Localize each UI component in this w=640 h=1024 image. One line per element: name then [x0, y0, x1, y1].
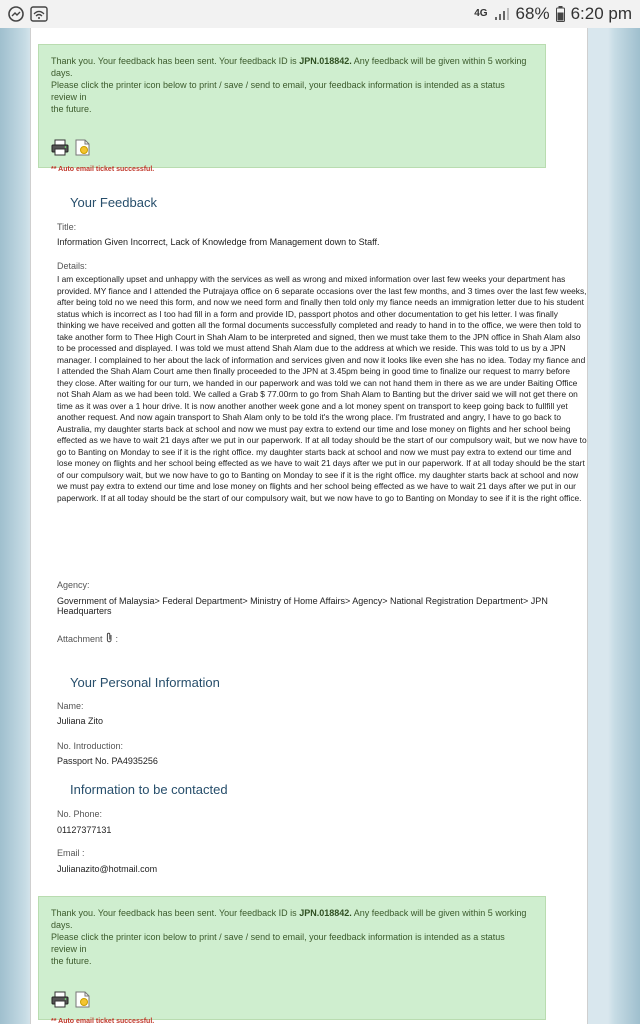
notice-line-2: Please click the printer icon below to print / save / send to email, your feedback information is intended as a status review in	[51, 932, 505, 954]
personal-info-heading: Your Personal Information	[70, 675, 220, 690]
attachment-value: :	[115, 633, 119, 644]
printer-icon[interactable]	[51, 139, 69, 156]
notice-line-2: Please click the printer icon below to print / save / send to email, your feedback information is intended as a status review in	[51, 80, 505, 102]
notice-line-3: the future.	[51, 104, 92, 114]
name-value: Juliana Zito	[57, 716, 104, 726]
email-value: Julianazito@hotmail.com	[57, 864, 158, 874]
network-type-label: 4G	[474, 8, 488, 19]
feedback-sent-notice-bottom	[38, 896, 546, 1024]
feedback-id: JPN.018842.	[299, 908, 352, 918]
name-label: Name:	[57, 701, 84, 711]
id-label: No. Introduction:	[57, 741, 124, 751]
save-document-icon[interactable]	[75, 991, 90, 1008]
notice-line-3: the future.	[51, 956, 92, 966]
email-status-message: ** Auto email ticket successful.	[51, 166, 155, 173]
messenger-icon	[8, 6, 24, 22]
notice-line-1: Thank you. Your feedback has been sent. Your feedback ID is JPN.018842. Any feedback will be given within 5 working days.	[51, 56, 527, 78]
id-value: Passport No. PA4935256	[57, 756, 158, 766]
agency-label: Agency:	[57, 580, 90, 590]
status-bar	[0, 0, 640, 28]
email-status-message: ** Auto email ticket successful.	[51, 1018, 155, 1024]
wifi-icon	[30, 6, 48, 22]
phone-label: No. Phone:	[57, 809, 103, 819]
title-value: Information Given Incorrect, Lack of Knowledge from Management down to Staff.	[57, 237, 380, 247]
battery-percent: 68%	[515, 4, 550, 23]
paperclip-icon[interactable]	[106, 632, 113, 645]
your-feedback-heading: Your Feedback	[70, 195, 157, 210]
save-document-icon[interactable]	[75, 139, 90, 156]
agency-value: Government of Malaysia> Federal Department> Ministry of Home Affairs> Agency> National Registration Department> JPN Headquarters	[57, 596, 548, 616]
phone-value: 01127377131	[57, 825, 112, 835]
battery-icon	[556, 6, 565, 22]
email-label: Email :	[57, 848, 85, 858]
attachment-label: Attachment	[57, 633, 103, 644]
page-container	[30, 28, 588, 1024]
attachment-row	[57, 632, 118, 645]
details-label: Details:	[57, 261, 88, 271]
contact-info-heading: Information to be contacted	[70, 782, 228, 797]
clock: 6:20 pm	[570, 4, 632, 23]
details-value: I am exceptionally upset and unhappy with the services as well as wrong and mixed information over last few weeks your department has provided. MY fiance and I attended the Putrajaya office on 6 separate occasions over the last few months, and 3 times over the last few weeks, after being told no we need this form, and now we need form and finally then told only my fiance needs an immigration letter due to his student status which is incorrect as I too had fill in a form and provide ID, passport photos and other documentation to get his letter. I was finally thinking we have received and gotten all the formal documents successfully completed and ready to hand in to the office, we were then told to take another form to Thee High Court in Shah Alam to be interpreted and signed, then we must take them to the JPN office in Shah Alam also to be processed and displayed. I was told we must attend Shah Alam due to the address at which we reside. This was told to us by a JPN manager. I complained to her about the lack of information and services given and now it looks like even she has no idea. Today my fiance and I attended the Shah Alam Court ame then finally proceeded to the JPN at 3.45pm being in good time to finalize our request to marry before they close. After waiting for our turn, we handed in our paperwork and was told we can not hand them in there as we are under Baiting Office not Shah Alam as we had been told. We called a Grab $ 77.00rm to go from Shah Alam to Banting but the driver said we will not get there on time as it was over a 1 hour drive. It is now another another week gone and a lot money spent on transport to keep going back to fullfill yet another request. And now again transport to Shah Alam only to be told it's the wrong place. I'm frustrated and angry, I have to go back to Australia, my daughter starts back at school and now we must pay extra to extend our time and lose money on flights and her school being effected as we have to wait 21 days after we put in our paperwork. If at all today should be the start of our compulsory wait, but we now have to go to Banting on Monday to see if it is the right office. my daughter starts back at school and now we must pay extra to extend our time and lose money on flights and her school being effected as we have to wait 21 days after we put in our paperwork. If at all today should be the start of our compulsory wait, but we now have to go to Banting on Monday to see if it is the right office. my daughter starts back at school and now we must pay extra to extend our time and lose money on flights and her school being effected as we have to wait 21 days after we put in our paperwork. If at all today should be the start of our compulsory wait, but we now have to go to Banting on Monday to see if it is the right office.	[57, 274, 587, 503]
feedback-id: JPN.018842.	[299, 56, 352, 66]
feedback-sent-notice-top	[38, 44, 546, 173]
printer-icon[interactable]	[51, 991, 69, 1008]
title-label: Title:	[57, 222, 77, 232]
notice-line-1: Thank you. Your feedback has been sent. Your feedback ID is JPN.018842. Any feedback will be given within 5 working days.	[51, 908, 527, 930]
signal-icon	[494, 7, 510, 21]
